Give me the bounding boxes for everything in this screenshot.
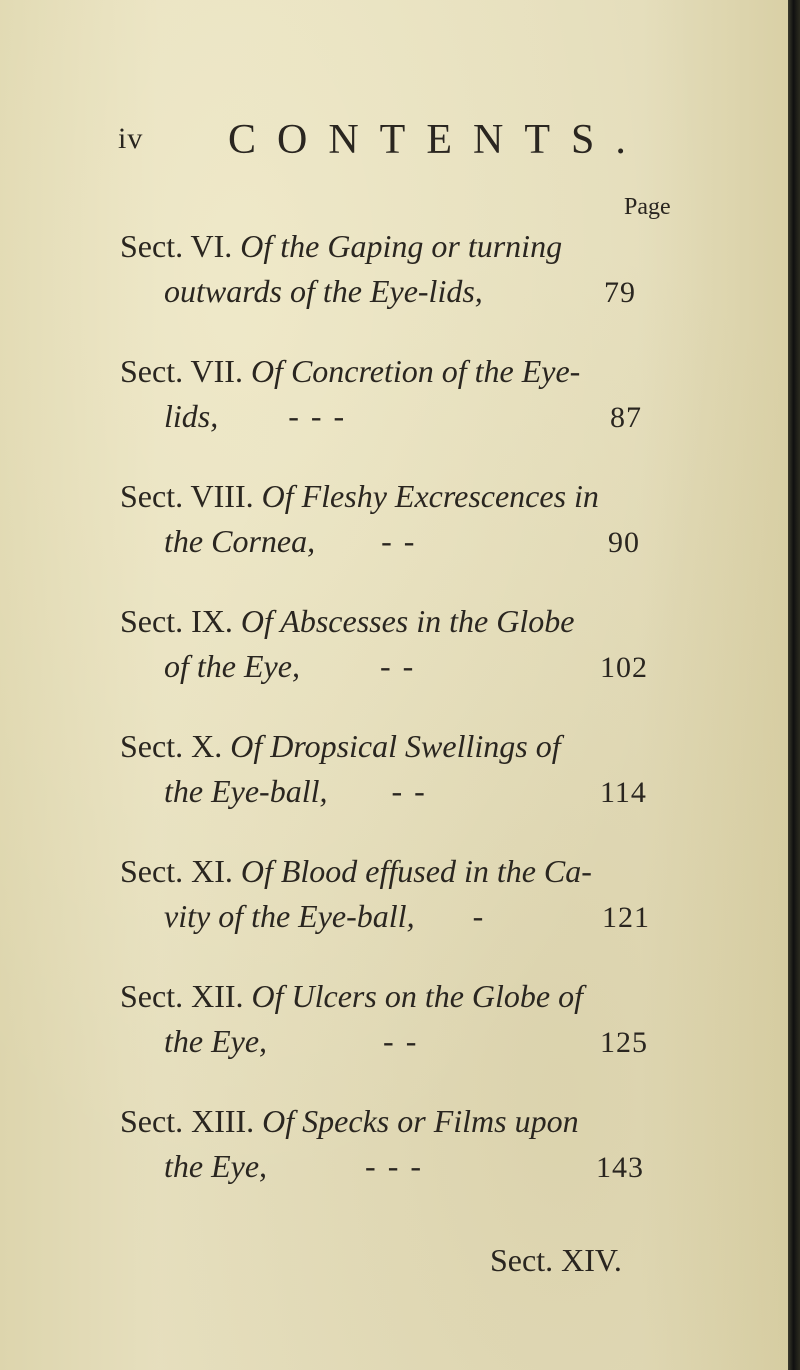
entry-line-1	[120, 603, 574, 639]
page-ref: 121	[602, 901, 650, 934]
page-ref: 90	[608, 526, 640, 559]
section-title-continued: of the Eye,	[164, 648, 300, 684]
entry-line-1	[120, 853, 592, 889]
section-title: Of Blood effused in the Ca-	[240, 853, 592, 889]
dot-leader: - -	[391, 773, 427, 809]
section-number: Sect. VI.	[120, 228, 233, 264]
section-title: Of Abscesses in the Globe	[240, 603, 575, 639]
dot-leader: - -	[381, 523, 417, 559]
entry-line-1	[120, 728, 561, 764]
section-number: Sect. X.	[120, 728, 223, 764]
section-title-continued: the Cornea,	[164, 523, 316, 559]
entry-line-1	[120, 228, 562, 264]
section-title: Of the Gaping or turning	[240, 228, 563, 264]
dot-leader: - - -	[365, 1148, 424, 1184]
entry-line-2	[164, 398, 346, 434]
section-title: Of Dropsical Swellings of	[230, 728, 561, 764]
entry-line-2	[164, 1148, 423, 1184]
section-number: Sect. IX.	[120, 603, 233, 639]
section-number: Sect. VII.	[120, 353, 243, 389]
section-title-continued: lids,	[164, 398, 219, 434]
entry-line-2	[164, 273, 483, 309]
section-title: Of Concretion of the Eye-	[250, 353, 581, 389]
entry-line-2	[164, 648, 415, 684]
entry-line-1	[120, 353, 580, 389]
section-title-continued: vity of the Eye-ball,	[164, 898, 415, 934]
page-ref: 125	[600, 1026, 648, 1059]
section-title: Of Fleshy Excrescences in	[261, 478, 599, 514]
page-ref: 87	[610, 401, 642, 434]
dot-leader: -	[472, 898, 486, 934]
section-title: Of Ulcers on the Globe of	[251, 978, 584, 1014]
entry-line-1	[120, 478, 599, 514]
entry-line-2	[164, 898, 485, 934]
section-number: Sect. XIII.	[120, 1103, 255, 1139]
page-column-label: Page	[624, 194, 671, 220]
page-ref: 79	[604, 276, 636, 309]
dot-leader: - - -	[288, 398, 347, 434]
page-number: iv	[118, 122, 144, 155]
dot-leader: - -	[383, 1023, 419, 1059]
section-number: Sect. XII.	[120, 978, 244, 1014]
catchword: Sect. XIV.	[490, 1242, 622, 1278]
page-ref: 102	[600, 651, 648, 684]
entry-line-2	[164, 523, 416, 559]
section-number: Sect. VIII.	[120, 478, 254, 514]
dot-leader: - -	[379, 648, 416, 684]
entry-line-1	[120, 978, 583, 1014]
section-number: Sect. XI.	[120, 853, 233, 889]
section-title-continued: the Eye-ball,	[164, 773, 328, 809]
section-title-continued: the Eye,	[164, 1023, 268, 1059]
binding-edge	[788, 0, 800, 1370]
page-ref: 114	[600, 776, 647, 809]
entry-line-1	[120, 1103, 579, 1139]
entry-line-2	[164, 1023, 418, 1059]
page-ref: 143	[596, 1151, 644, 1184]
entry-line-2	[164, 773, 427, 809]
running-head: CONTENTS.	[228, 117, 647, 163]
section-title-continued: outwards of the Eye-lids,	[164, 273, 483, 309]
section-title-continued: the Eye,	[164, 1148, 268, 1184]
section-title: Of Specks or Films upon	[262, 1103, 579, 1139]
